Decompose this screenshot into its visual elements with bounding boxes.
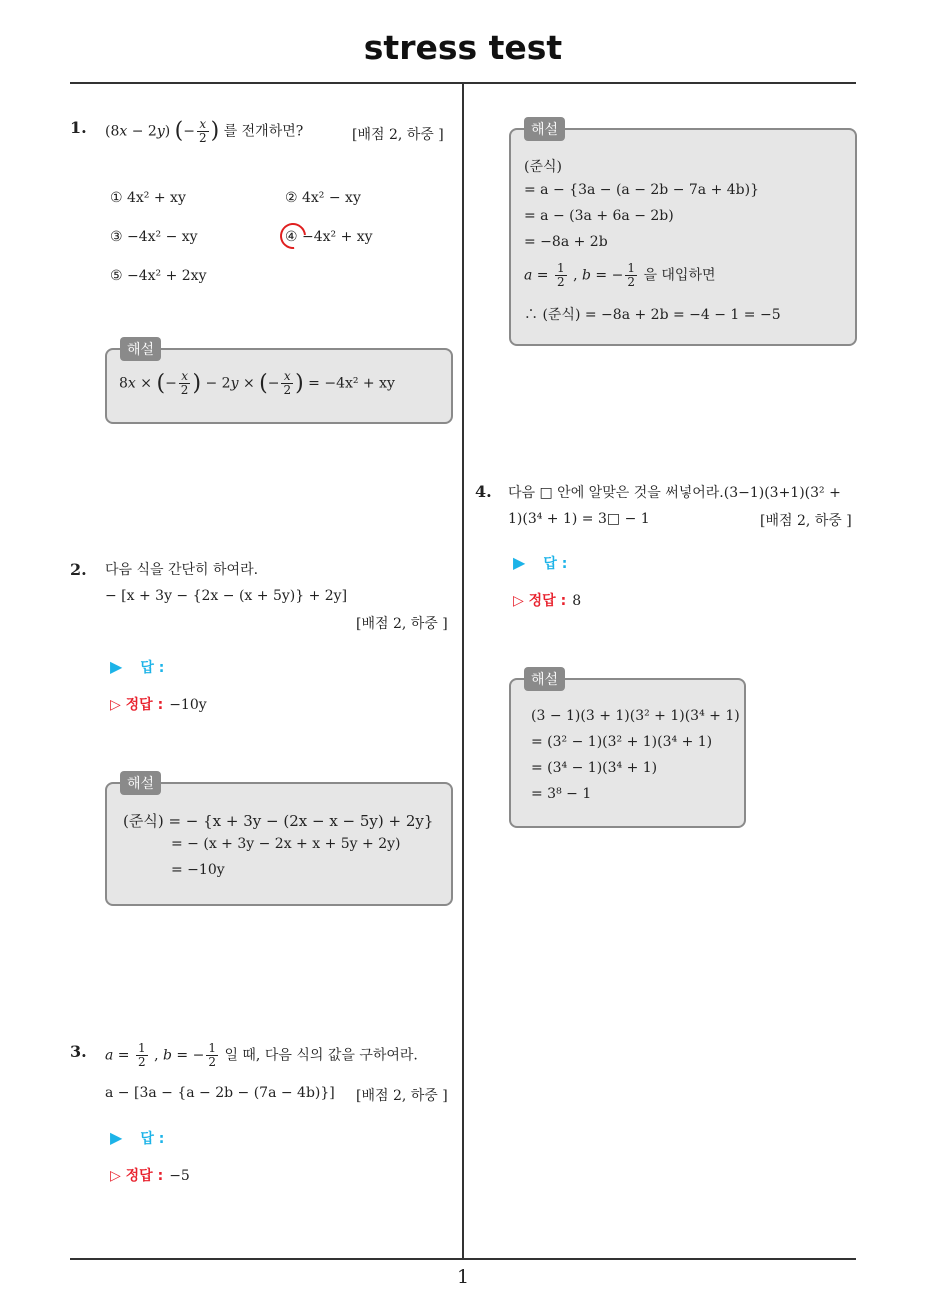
question-3-solution-line-4: = −8a + 2b [524, 234, 608, 250]
question-4-correct-answer [513, 590, 581, 610]
choice-5[interactable]: ⑤ −4x² + 2xy [110, 268, 207, 284]
question-3-meta: [배점 2, 하중 ] [356, 1088, 448, 1104]
answer-marker-icon: ▶ [110, 1128, 123, 1147]
question-3-correct-answer [110, 1165, 190, 1185]
question-1-prompt: (8x − 2y) (− $\frac{x}{2}$ ) 를 전개하면? [105, 117, 304, 145]
question-3-expression: a − [3a − {a − 2b − (7a − 4b)}] [105, 1085, 335, 1101]
question-1-solution-rhs: = −4x² + xy [308, 375, 395, 392]
question-4-answer[interactable] [513, 553, 567, 573]
question-4-correct-label: 정답 : [528, 593, 567, 609]
question-3-solution-substitution: a = $\frac{1}{2}$ , b = − $\frac{1}{2}$ 을 대입하면 [524, 261, 716, 289]
question-3-prompt: a = $\frac{1}{2}$ , b = − $\frac{1}{2}$ 일 때, 다음 식의 값을 구하여라. [105, 1041, 418, 1069]
question-4-solution-line-1: (3 − 1)(3 + 1)(3² + 1)(3⁴ + 1) [531, 708, 740, 724]
question-4-solution-line-3: = (3⁴ − 1)(3⁴ + 1) [531, 760, 658, 776]
question-2-correct-answer [110, 694, 207, 714]
question-4-number: 4. [475, 482, 492, 501]
page-title: stress test [363, 28, 563, 67]
answer-marker-icon: ▶ [513, 553, 526, 572]
question-3-correct-label: 정답 : [125, 1168, 164, 1184]
question-3-solution-line-3: = a − (3a + 6a − 2b) [524, 208, 674, 224]
question-1-solution-tag: 해설 [120, 337, 161, 361]
question-3-solution-line-5: 을 대입하면 [643, 267, 716, 284]
choice-1[interactable]: ① 4x² + xy [110, 190, 186, 206]
question-3-correct-value: −5 [169, 1168, 190, 1184]
choice-4[interactable]: ④ −4x² + xy [285, 229, 373, 245]
question-4-meta: [배점 2, 하중 ] [760, 513, 852, 529]
correct-marker-icon: ▷ [110, 697, 121, 713]
question-2-correct-label: 정답 : [125, 697, 164, 713]
question-2-number: 2. [70, 560, 87, 579]
question-4-answer-label: 답 : [543, 556, 568, 572]
column-divider [462, 84, 464, 1259]
question-2-solution-line-3: = −10y [171, 862, 225, 878]
correct-marker-icon: ▷ [513, 593, 524, 609]
question-1-meta: [배점 2, 하중 ] [352, 127, 444, 143]
question-2-meta: [배점 2, 하중 ] [356, 616, 448, 632]
choice-3[interactable]: ③ −4x² − xy [110, 229, 198, 245]
question-3-number: 3. [70, 1042, 87, 1061]
question-4-prompt-line-1: 다음 □ 안에 알맞은 것을 써넣어라.(3−1)(3+1)(3² + [508, 485, 841, 501]
question-3-prompt-tail: 일 때, 다음 식의 값을 구하여라. [224, 1047, 418, 1064]
question-4-solution-tag: 해설 [524, 667, 565, 691]
correct-marker-icon: ▷ [110, 1168, 121, 1184]
question-1-solution-line: 8x × (− $\frac{x}{2}$ ) − 2y × (− $\frac{x}{2}$ ) = −4x² + xy [119, 369, 395, 397]
question-2-prompt: 다음 식을 간단히 하여라. [105, 562, 259, 578]
question-3-solution-line-6: ∴ (준식) = −8a + 2b = −4 − 1 = −5 [524, 307, 781, 323]
question-2-expression: − [x + 3y − {2x − (x + 5y)} + 2y] [105, 588, 348, 604]
question-3-solution-line-2: = a − {3a − (a − 2b − 7a + 4b)} [524, 182, 760, 198]
question-3-solution-line-1: (준식) [524, 159, 562, 175]
answer-marker-icon: ▶ [110, 657, 123, 676]
question-4-solution-line-4: = 3⁸ − 1 [531, 786, 592, 802]
question-4-solution-box [509, 678, 746, 828]
question-1-suffix: 를 전개하면? [223, 123, 304, 140]
question-3-answer[interactable] [110, 1128, 164, 1148]
question-2-answer-label: 답 : [140, 660, 165, 676]
question-3-solution-box [509, 128, 857, 346]
choice-2[interactable]: ② 4x² − xy [285, 190, 361, 206]
question-2-solution-line-2: = − (x + 3y − 2x + x + 5y + 2y) [171, 836, 401, 852]
question-2-solution-line-1: (준식) = − {x + 3y − (2x − x − 5y) + 2y} [123, 812, 434, 830]
question-3-solution-tag: 해설 [524, 117, 565, 141]
question-4-correct-value: 8 [572, 593, 582, 609]
question-3-answer-label: 답 : [140, 1131, 165, 1147]
question-2-answer[interactable] [110, 657, 164, 677]
question-1-number: 1. [70, 118, 87, 137]
question-2-solution-tag: 해설 [120, 771, 161, 795]
question-2-correct-value: −10y [169, 697, 207, 713]
footer-rule [70, 1258, 856, 1260]
question-2-solution-box [105, 782, 453, 906]
question-4-solution-line-2: = (3² − 1)(3² + 1)(3⁴ + 1) [531, 734, 713, 750]
question-4-prompt-line-2: 1)(3⁴ + 1) = 3□ − 1 [508, 511, 650, 527]
page-number: 1 [456, 1266, 470, 1288]
